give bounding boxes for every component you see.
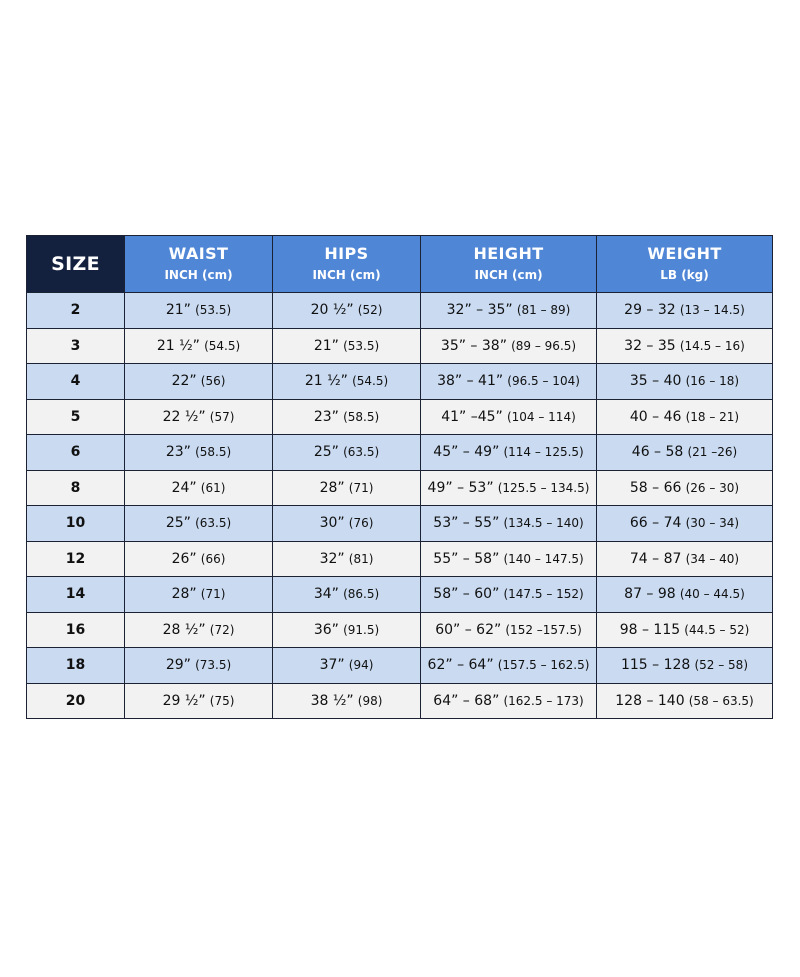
weight-cell: [597, 541, 773, 577]
weight-metric-value: (52 – 58): [694, 658, 748, 673]
waist-cell: [125, 648, 273, 684]
hips-cell: [273, 328, 421, 364]
waist-inch-value: 29”: [165, 657, 191, 674]
weight-inch-value: 115 – 128: [620, 657, 691, 674]
height-inch-value: 60” – 62”: [435, 621, 502, 638]
weight-inch-value: 29 – 32: [624, 302, 676, 319]
table-row: [27, 683, 773, 719]
weight-metric-value: (16 – 18): [685, 374, 740, 389]
waist-inch-value: 28”: [171, 586, 197, 603]
hips-inch-value: 34”: [313, 586, 339, 603]
waist-metric-value: (61): [200, 480, 226, 495]
height-inch-value: 49” – 53”: [427, 479, 494, 496]
waist-header: [125, 236, 273, 293]
hips-metric-value: (91.5): [343, 622, 380, 637]
size-cell: 12: [27, 541, 125, 577]
hips-cell: [273, 541, 421, 577]
hips-cell: [273, 683, 421, 719]
waist-metric-value: (66): [200, 551, 226, 566]
waist-inch-value: 24”: [171, 479, 197, 496]
waist-metric-value: (54.5): [204, 338, 241, 353]
size-cell: 6: [27, 435, 125, 471]
height-metric-value: (152 –157.5): [505, 622, 582, 637]
waist-metric-value: (57): [209, 409, 235, 424]
header-row: [27, 236, 773, 293]
weight-inch-value: 98 – 115: [619, 621, 681, 638]
table-row: [27, 577, 773, 613]
height-inch-value: 41” –45”: [441, 408, 503, 425]
size-cell: 2: [27, 293, 125, 329]
hips-metric-value: (81): [348, 551, 374, 566]
height-inch-value: 64” – 68”: [433, 692, 500, 709]
waist-inch-value: 29 ½”: [162, 692, 206, 709]
waist-metric-value: (73.5): [195, 658, 232, 673]
hips-metric-value: (86.5): [343, 587, 380, 602]
hips-metric-value: (54.5): [352, 374, 389, 389]
hips-header-unit: INCH (cm): [312, 268, 381, 282]
weight-inch-value: 35 – 40: [629, 373, 682, 390]
height-cell: [421, 435, 597, 471]
waist-cell: [125, 506, 273, 542]
hips-header: [273, 236, 421, 293]
height-cell: [421, 541, 597, 577]
hips-metric-value: (58.5): [343, 409, 380, 424]
hips-metric-value: (98): [357, 693, 383, 708]
hips-header-title: HIPS: [324, 244, 369, 263]
table-row: [27, 293, 773, 329]
hips-inch-value: 37”: [319, 657, 345, 674]
hips-metric-value: (94): [348, 658, 374, 673]
height-header-title: HEIGHT: [473, 244, 544, 263]
hips-metric-value: (63.5): [343, 445, 380, 460]
weight-cell: [597, 577, 773, 613]
hips-metric-value: (71): [348, 480, 374, 495]
waist-cell: [125, 328, 273, 364]
hips-cell: [273, 399, 421, 435]
waist-cell: [125, 470, 273, 506]
hips-metric-value: (53.5): [343, 338, 380, 353]
waist-inch-value: 26”: [171, 550, 197, 567]
hips-cell: [273, 364, 421, 400]
size-cell: 8: [27, 470, 125, 506]
waist-cell: [125, 364, 273, 400]
height-metric-value: (134.5 – 140): [503, 516, 584, 531]
weight-inch-value: 40 – 46: [629, 408, 682, 425]
height-metric-value: (89 – 96.5): [511, 338, 577, 353]
weight-cell: [597, 364, 773, 400]
size-cell: 14: [27, 577, 125, 613]
table-row: [27, 541, 773, 577]
weight-metric-value: (44.5 – 52): [684, 622, 750, 637]
weight-inch-value: 74 – 87: [629, 550, 682, 567]
hips-inch-value: 25”: [313, 444, 339, 461]
hips-metric-value: (76): [348, 516, 374, 531]
hips-cell: [273, 470, 421, 506]
weight-metric-value: (30 – 34): [685, 516, 740, 531]
height-metric-value: (114 – 125.5): [503, 445, 584, 460]
weight-inch-value: 87 – 98: [624, 586, 676, 603]
waist-inch-value: 22 ½”: [162, 408, 206, 425]
height-cell: [421, 293, 597, 329]
height-metric-value: (104 – 114): [506, 409, 576, 424]
height-cell: [421, 399, 597, 435]
height-inch-value: 32” – 35”: [446, 302, 513, 319]
hips-cell: [273, 648, 421, 684]
weight-header: [597, 236, 773, 293]
hips-cell: [273, 612, 421, 648]
height-cell: [421, 328, 597, 364]
weight-cell: [597, 470, 773, 506]
table-row: [27, 435, 773, 471]
size-cell: 16: [27, 612, 125, 648]
hips-cell: [273, 435, 421, 471]
table-row: [27, 364, 773, 400]
height-inch-value: 45” – 49”: [433, 444, 500, 461]
height-cell: [421, 577, 597, 613]
height-metric-value: (157.5 – 162.5): [497, 658, 590, 673]
weight-metric-value: (14.5 – 16): [679, 338, 745, 353]
waist-inch-value: 23”: [165, 444, 191, 461]
weight-cell: [597, 683, 773, 719]
hips-metric-value: (52): [357, 303, 383, 318]
waist-cell: [125, 541, 273, 577]
waist-inch-value: 21 ½”: [156, 337, 200, 354]
weight-metric-value: (21 –26): [687, 445, 738, 460]
height-header-unit: INCH (cm): [474, 268, 543, 282]
waist-cell: [125, 399, 273, 435]
table-row: [27, 328, 773, 364]
waist-cell: [125, 612, 273, 648]
weight-cell: [597, 399, 773, 435]
weight-cell: [597, 612, 773, 648]
table-row: [27, 612, 773, 648]
weight-inch-value: 46 – 58: [631, 444, 684, 461]
size-cell: 4: [27, 364, 125, 400]
weight-cell: [597, 328, 773, 364]
waist-inch-value: 22”: [171, 373, 197, 390]
waist-cell: [125, 293, 273, 329]
size-cell: 18: [27, 648, 125, 684]
hips-cell: [273, 293, 421, 329]
waist-inch-value: 28 ½”: [162, 621, 206, 638]
waist-metric-value: (71): [200, 587, 226, 602]
hips-inch-value: 32”: [319, 550, 345, 567]
weight-header-unit: LB (kg): [660, 268, 709, 282]
waist-header-title: WAIST: [168, 244, 229, 263]
height-cell: [421, 648, 597, 684]
hips-inch-value: 28”: [319, 479, 345, 496]
weight-inch-value: 32 – 35: [624, 337, 676, 354]
height-metric-value: (140 – 147.5): [503, 551, 584, 566]
weight-cell: [597, 648, 773, 684]
hips-inch-value: 38 ½”: [310, 692, 354, 709]
size-chart-table: [26, 235, 773, 719]
weight-metric-value: (18 – 21): [685, 409, 740, 424]
weight-header-title: WEIGHT: [647, 244, 722, 263]
height-metric-value: (162.5 – 173): [503, 693, 584, 708]
waist-cell: [125, 683, 273, 719]
weight-cell: [597, 435, 773, 471]
weight-metric-value: (26 – 30): [685, 480, 740, 495]
height-cell: [421, 470, 597, 506]
weight-metric-value: (58 – 63.5): [688, 693, 754, 708]
waist-metric-value: (63.5): [195, 516, 232, 531]
height-inch-value: 55” – 58”: [433, 550, 500, 567]
waist-header-unit: INCH (cm): [164, 268, 233, 282]
waist-cell: [125, 577, 273, 613]
weight-metric-value: (40 – 44.5): [679, 587, 745, 602]
weight-metric-value: (34 – 40): [685, 551, 740, 566]
height-inch-value: 62” – 64”: [427, 657, 494, 674]
weight-inch-value: 66 – 74: [629, 515, 682, 532]
table-row: [27, 506, 773, 542]
height-metric-value: (125.5 – 134.5): [497, 480, 590, 495]
hips-inch-value: 21 ½”: [304, 373, 348, 390]
height-cell: [421, 364, 597, 400]
table-row: [27, 470, 773, 506]
height-metric-value: (147.5 – 152): [503, 587, 584, 602]
weight-cell: [597, 506, 773, 542]
size-cell: 20: [27, 683, 125, 719]
waist-metric-value: (53.5): [195, 303, 232, 318]
size-cell: 5: [27, 399, 125, 435]
waist-metric-value: (72): [209, 622, 235, 637]
hips-inch-value: 36”: [313, 621, 339, 638]
weight-inch-value: 58 – 66: [629, 479, 682, 496]
waist-inch-value: 25”: [165, 515, 191, 532]
table-row: [27, 648, 773, 684]
table-row: [27, 399, 773, 435]
waist-cell: [125, 435, 273, 471]
hips-cell: [273, 577, 421, 613]
height-inch-value: 58” – 60”: [433, 586, 500, 603]
size-chart-body: [27, 293, 773, 719]
size-header: SIZE: [27, 236, 125, 293]
waist-metric-value: (75): [209, 693, 235, 708]
height-cell: [421, 683, 597, 719]
weight-cell: [597, 293, 773, 329]
height-metric-value: (96.5 – 104): [507, 374, 580, 389]
height-inch-value: 38” – 41”: [437, 373, 504, 390]
height-inch-value: 35” – 38”: [440, 337, 507, 354]
hips-inch-value: 30”: [319, 515, 345, 532]
weight-inch-value: 128 – 140: [615, 692, 685, 709]
height-metric-value: (81 – 89): [516, 303, 571, 318]
waist-metric-value: (56): [200, 374, 226, 389]
weight-metric-value: (13 – 14.5): [679, 303, 745, 318]
height-inch-value: 53” – 55”: [433, 515, 500, 532]
height-cell: [421, 506, 597, 542]
height-header: [421, 236, 597, 293]
height-cell: [421, 612, 597, 648]
hips-inch-value: 21”: [313, 337, 339, 354]
size-cell: 3: [27, 328, 125, 364]
hips-inch-value: 20 ½”: [310, 302, 354, 319]
waist-metric-value: (58.5): [195, 445, 232, 460]
hips-inch-value: 23”: [313, 408, 339, 425]
hips-cell: [273, 506, 421, 542]
waist-inch-value: 21”: [165, 302, 191, 319]
size-cell: 10: [27, 506, 125, 542]
